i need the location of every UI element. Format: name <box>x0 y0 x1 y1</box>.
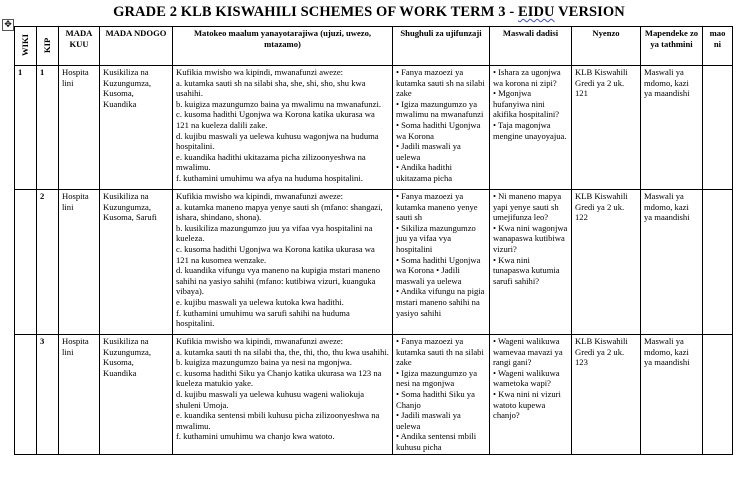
header-mada-kuu: MADA KUU <box>59 27 100 66</box>
header-maoni: mao ni <box>703 27 733 66</box>
matokeo-line: b. kusikiliza mazungumzo juu ya vifaa vya hospitalini na kueleza. <box>176 222 373 244</box>
maswali-line: • Kwa nini wagonjwa wanapaswa kutibiwa vizuri? <box>493 222 568 254</box>
matokeo-line: d. kuandika vifungu vya maneno na kupigia mstari maneno sahihi na yasiyo sahihi (mfano: kutibiwa vizuri, kuanguka vibaya). <box>176 265 381 297</box>
matokeo-line: f. kuthamini umuhimu wa sarufi sahihi na huduma hospitalini. <box>176 307 350 329</box>
header-wiki: WIKI <box>15 27 37 66</box>
cell-maoni <box>703 335 733 455</box>
shughuli-line: • Soma hadithi Ugonjwa wa Korona • Jadili maswali ya uelewa <box>396 254 481 286</box>
cell-mapendekezo: Maswali ya mdomo, kazi ya maandishi <box>641 66 703 190</box>
header-kip: KIP <box>37 27 59 66</box>
cell-kip: 3 <box>37 335 59 455</box>
shughuli-line: • Soma hadithi Siku ya Chanjo <box>396 388 475 410</box>
matokeo-line: c. kusoma hadithi Ugonjwa wa Korona katika ukurasa wa 121 na kusomea wenzake. <box>176 243 375 265</box>
shughuli-line: • Andika vifungu na pigia mstari maneno sahihi na yasiyo sahihi <box>396 286 485 318</box>
header-shughuli: Shughuli za ujifunzaji <box>393 27 490 66</box>
cell-mada-kuu: Hospita lini <box>59 190 100 335</box>
maswali-line: • Kwa nini ni vizuri watoto kupewa chanjo? <box>493 388 561 421</box>
cell-nyenzo: KLB Kiswahili Gredi ya 2 uk. 121 <box>572 66 641 190</box>
cell-mada-ndogo: Kusikiliza na Kuzungumza, Kusoma, Kuandika <box>100 335 173 455</box>
shughuli-line: • Fanya mazoezi ya kutamka maneno yenye sauti sh <box>396 191 478 223</box>
cell-matokeo <box>173 190 393 335</box>
shughuli-line: • Jadili maswali ya uelewa <box>396 141 461 162</box>
cell-mapendekezo: Maswali ya mdomo, kazi ya maandishi <box>641 335 703 455</box>
cell-shughuli <box>393 66 490 190</box>
cell-nyenzo: KLB Kiswahili Gredi ya 2 uk. 123 <box>572 335 641 455</box>
header-row <box>15 27 733 66</box>
shughuli-line: • Sikiliza mazungumzo juu ya vifaa vya hospitalini <box>396 222 476 254</box>
shughuli-line: • Andika hadithi ukitazama picha <box>396 162 453 183</box>
matokeo-line: Kufikia mwisho wa kipindi, mwanafunzi aweze: <box>176 67 344 77</box>
cell-mada-kuu: Hospita lini <box>59 335 100 455</box>
shughuli-line: • Igiza mazungumzo ya nesi na mgonjwa <box>396 367 478 389</box>
shughuli-line: • Andika sentensi mbili kuhusu picha <box>396 431 477 452</box>
cell-maswali <box>490 335 572 455</box>
header-nyenzo: Nyenzo <box>572 27 641 66</box>
shughuli-line: • Igiza mazungumzo ya mwalimu na mwanafunzi <box>396 98 484 120</box>
matokeo-line: a. kutamka maneno mapya yenye sauti sh (mfano: shangazi, ishara, shindano, shona). <box>176 201 383 223</box>
cell-wiki <box>15 335 37 455</box>
maswali-line: • Taja magonjwa mengine unayoyajua. <box>493 119 567 141</box>
cell-mada-kuu: Hospita lini <box>59 66 100 190</box>
matokeo-line: f. kuthamini umuhimu wa afya na huduma hospitalini. <box>176 172 363 183</box>
header-mada-ndogo: MADA NDOGO <box>100 27 173 66</box>
header-mapendekezo: Mapendeke zo ya tathmini <box>641 27 703 66</box>
matokeo-line: d. kujibu maswali ya uelewa kuhusu wageni waliokuja shuleni Umoja. <box>176 388 365 410</box>
title-tail: VERSION <box>554 4 625 20</box>
matokeo-line: b. kuigiza mazungumzo baina ya mwalimu na mwanafunzi. <box>176 98 381 109</box>
table-row <box>15 66 733 190</box>
matokeo-line: e. kuandika hadithi ukitazama picha zilizoonyeshwa na mwalimu. <box>176 151 366 173</box>
matokeo-line: Kufikia mwisho wa kipindi, mwanafunzi aweze: <box>176 336 344 346</box>
cell-maoni <box>703 66 733 190</box>
cell-matokeo <box>173 335 393 455</box>
matokeo-line: a. kutamka sauti sh na silabi sha, she, shi, sho, shu kwa usahihi. <box>176 77 366 99</box>
shughuli-line: • Fanya mazoezi ya kutamka sauti th na silabi zake <box>396 336 484 368</box>
document-title <box>0 4 738 21</box>
maswali-line: • Ishara za ugonjwa wa korona ni zipi? <box>493 67 561 88</box>
header-maswali: Maswali dadisi <box>490 27 572 66</box>
matokeo-line: e. kujibu maswali ya uelewa kutoka kwa hadithi. <box>176 296 344 307</box>
cell-maoni <box>703 190 733 335</box>
table-row <box>15 190 733 335</box>
maswali-line: • Mgonjwa hufanyiwa nini akifika hospitalini? <box>493 88 560 120</box>
cell-matokeo <box>173 66 393 190</box>
shughuli-line: • Jadili maswali ya uelewa <box>396 410 461 431</box>
table-row <box>15 335 733 455</box>
cell-wiki <box>15 190 37 335</box>
matokeo-line: e. kuandika sentensi mbili kuhusu picha zilizoonyeshwa na mwalimu. <box>176 410 380 431</box>
matokeo-line: d. kujibu maswali ya uelewa kuhusu wagonjwa na huduma hospitalini. <box>176 130 379 152</box>
cell-maswali <box>490 66 572 190</box>
matokeo-line: f. kuthamini umuhimu wa chanjo kwa watoto. <box>176 431 335 442</box>
cell-mada-ndogo: Kusikiliza na Kuzungumza, Kusoma, Sarufi <box>100 190 173 335</box>
cell-kip: 1 <box>37 66 59 190</box>
title-main: GRADE 2 KLB KISWAHILI SCHEMES OF WORK TERM 3 - <box>113 4 518 20</box>
cell-kip: 2 <box>37 190 59 335</box>
cell-wiki: 1 <box>15 66 37 190</box>
title-eidu: EIDU <box>517 4 555 20</box>
maswali-line: • Wageni walikuwa wamevaa mavazi ya rangi gani? <box>493 336 563 368</box>
cell-mada-ndogo: Kusikiliza na Kuzungumza, Kusoma, Kuandika <box>100 66 173 190</box>
table-move-handle-icon[interactable]: ✥ <box>2 19 14 31</box>
header-matokeo: Matokeo maalum yanayotarajiwa (ujuzi, uwezo, mtazamo) <box>173 27 393 66</box>
shughuli-line: • Fanya mazoezi ya kutamka sauti sh na silabi zake <box>396 67 485 99</box>
schemes-table <box>14 26 733 455</box>
maswali-line: • Wageni walikuwa wametoka wapi? <box>493 367 560 389</box>
matokeo-line: c. kusoma hadithi Ugonjwa wa Korona katika ukurasa wa 121 na kueleza dalili zake. <box>176 109 375 130</box>
cell-maswali <box>490 190 572 335</box>
cell-shughuli <box>393 190 490 335</box>
cell-shughuli <box>393 335 490 455</box>
matokeo-line: a. kutamka sauti th na silabi tha, the, thi, tho, thu kwa usahihi. <box>176 346 389 357</box>
maswali-line: • Ni maneno mapya yapi yenye sauti sh umejifunza leo? <box>493 191 562 223</box>
cell-mapendekezo: Maswali ya mdomo, kazi ya maandishi <box>641 190 703 335</box>
matokeo-line: b. kuigiza mazungumzo baina ya nesi na mgonjwa. <box>176 357 352 368</box>
matokeo-line: c. kusoma hadithi Siku ya Chanjo katika ukurasa wa 123 na kueleza matukio yake. <box>176 367 382 389</box>
maswali-line: • Kwa nini tunapaswa kutumia sarufi sahihi? <box>493 254 560 286</box>
cell-nyenzo: KLB Kiswahili Gredi ya 2 uk. 122 <box>572 190 641 335</box>
matokeo-line: Kufikia mwisho wa kipindi, mwanafunzi aweze: <box>176 191 344 201</box>
shughuli-line: • Soma hadithi Ugonjwa wa Korona <box>396 119 481 141</box>
